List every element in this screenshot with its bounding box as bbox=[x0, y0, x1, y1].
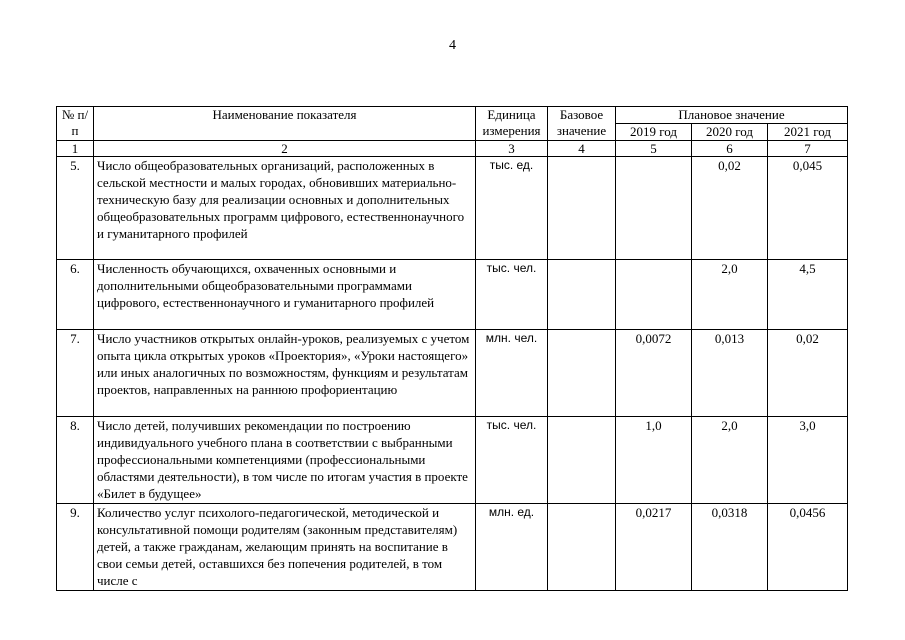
indicator-name: Число общеобразовательных организаций, расположенных в сельской местности и малых городах, обновивших материально-техническую базу для реализации основных и дополнительных общеобразовательных программ цифрового, естественнонаучного и гуманитарного профилей bbox=[94, 157, 476, 260]
header-no: № п/п bbox=[57, 107, 94, 141]
row-number: 8. bbox=[57, 417, 94, 504]
indicator-name: Число участников открытых онлайн-уроков, реализуемых с учетом опыта цикла открытых уроков «Проектория», «Уроки настоящего» или иных аналогичных по возможностям, функциям и результатам проектов, направленных на раннюю профориентацию bbox=[94, 330, 476, 417]
column-number: 4 bbox=[548, 141, 616, 157]
value-2021: 4,5 bbox=[768, 260, 848, 330]
value-2020: 2,0 bbox=[692, 417, 768, 504]
table-row bbox=[57, 330, 848, 417]
header-year-2019: 2019 год bbox=[616, 124, 692, 141]
column-number: 6 bbox=[692, 141, 768, 157]
column-number: 7 bbox=[768, 141, 848, 157]
row-number: 6. bbox=[57, 260, 94, 330]
indicator-name: Количество услуг психолого-педагогической, методической и консультативной помощи родителям (законным представителям) детей, а также гражданам, желающим принять на воспитание в свои семьи детей, оставшихся без попечения родителей, в том числе с bbox=[94, 504, 476, 591]
row-number: 5. bbox=[57, 157, 94, 260]
value-2020: 2,0 bbox=[692, 260, 768, 330]
value-2020: 0,013 bbox=[692, 330, 768, 417]
value-2021: 0,0456 bbox=[768, 504, 848, 591]
unit: тыс. чел. bbox=[476, 417, 548, 504]
value-2019: 0,0072 bbox=[616, 330, 692, 417]
column-number: 3 bbox=[476, 141, 548, 157]
unit: млн. ед. bbox=[476, 504, 548, 591]
value-2021: 3,0 bbox=[768, 417, 848, 504]
page-number: 4 bbox=[449, 38, 456, 53]
unit: тыс. чел. bbox=[476, 260, 548, 330]
column-number: 2 bbox=[94, 141, 476, 157]
column-number: 1 bbox=[57, 141, 94, 157]
value-2019: 1,0 bbox=[616, 417, 692, 504]
value-2020: 0,0318 bbox=[692, 504, 768, 591]
value-2019: 0,0217 bbox=[616, 504, 692, 591]
header-base: Базовое значение bbox=[548, 107, 616, 141]
value-2019 bbox=[616, 260, 692, 330]
base-value bbox=[548, 417, 616, 504]
base-value bbox=[548, 330, 616, 417]
indicators-table bbox=[56, 106, 848, 591]
indicator-name: Число детей, получивших рекомендации по построению индивидуального учебного плана в соответствии с выбранными профессиональными компетенциями (профессиональными областями деятельности), в том числе по итогам участия в проекте «Билет в будущее» bbox=[94, 417, 476, 504]
column-numbers-row bbox=[57, 141, 848, 157]
indicator-name: Численность обучающихся, охваченных основными и дополнительными общеобразовательными программами цифрового, естественнонаучного и гуманитарного профилей bbox=[94, 260, 476, 330]
base-value bbox=[548, 157, 616, 260]
row-number: 9. bbox=[57, 504, 94, 591]
header-unit: Единица измерения bbox=[476, 107, 548, 141]
table-row bbox=[57, 260, 848, 330]
base-value bbox=[548, 504, 616, 591]
header-plan: Плановое значение bbox=[616, 107, 848, 124]
row-number: 7. bbox=[57, 330, 94, 417]
header-row bbox=[57, 107, 848, 124]
column-number: 5 bbox=[616, 141, 692, 157]
value-2021: 0,02 bbox=[768, 330, 848, 417]
unit: тыс. ед. bbox=[476, 157, 548, 260]
table-row bbox=[57, 157, 848, 260]
header-name: Наименование показателя bbox=[94, 107, 476, 141]
value-2019 bbox=[616, 157, 692, 260]
header-year-2021: 2021 год bbox=[768, 124, 848, 141]
unit: млн. чел. bbox=[476, 330, 548, 417]
table-row bbox=[57, 504, 848, 591]
table-row bbox=[57, 417, 848, 504]
header-year-2020: 2020 год bbox=[692, 124, 768, 141]
value-2021: 0,045 bbox=[768, 157, 848, 260]
value-2020: 0,02 bbox=[692, 157, 768, 260]
base-value bbox=[548, 260, 616, 330]
